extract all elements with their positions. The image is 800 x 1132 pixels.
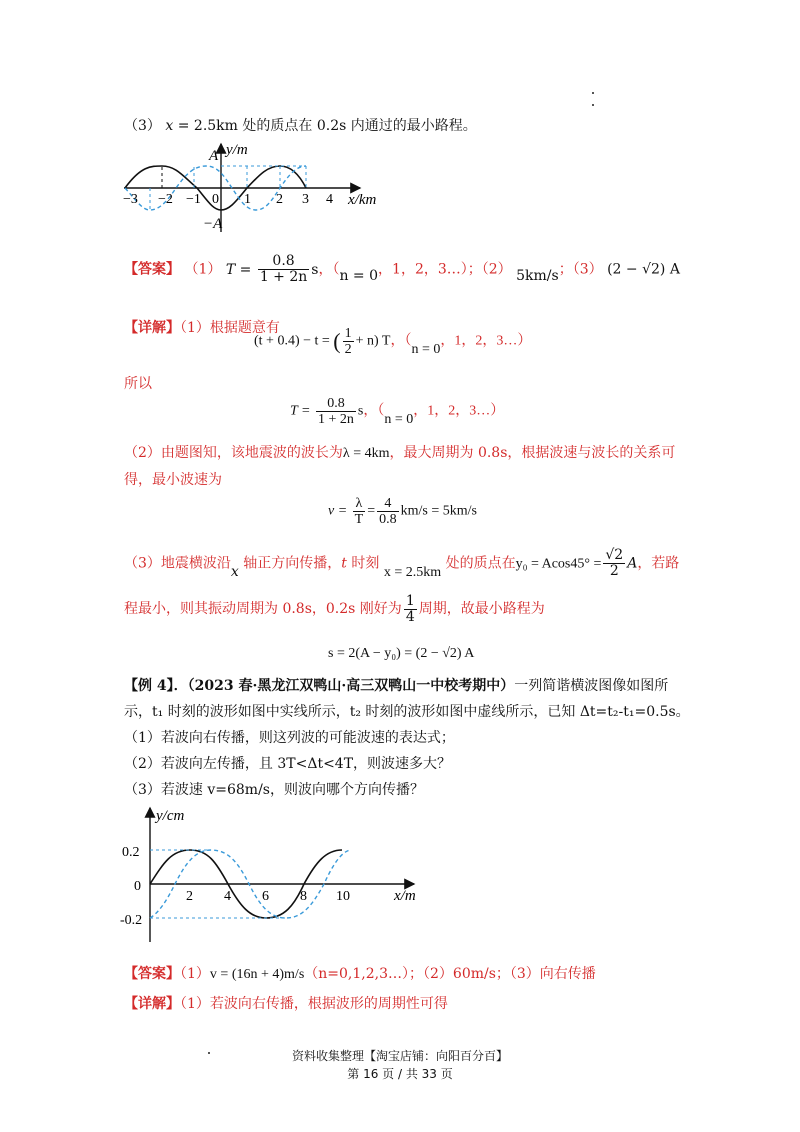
amp-neg-label: −A [203, 216, 223, 232]
question-3-line [124, 116, 477, 136]
x-tick: 8 [300, 889, 307, 904]
eq-part: v = [328, 503, 348, 519]
fraction [316, 396, 356, 427]
equation-3 [328, 496, 477, 527]
n-list: ，1，2，3…） [378, 261, 468, 278]
n-cond: （n=0,1,2,3…） [304, 966, 409, 982]
footer-source: 资料收集整理【淘宝店铺：向阳百分百】 [291, 1049, 508, 1063]
detail-text: ，最大周期为 0.8s，根据波速与波长的关系可 [389, 445, 676, 461]
fraction [377, 496, 399, 527]
example-question-2: （2）若波向左传播，且 3T<Δt<4T，则波速多大？ [124, 756, 452, 772]
var-a: A [627, 555, 638, 572]
detail-text: ，若路 [637, 555, 680, 572]
tick-label: −1 [186, 192, 201, 207]
eq-part: km/s = 5km/s [400, 503, 477, 519]
unit: s [311, 261, 319, 278]
frac-num: 0.8 [316, 396, 356, 412]
x-axis-label: x/km [348, 192, 377, 208]
example-question-1: （1）若波向右传播，则这列波的可能波速的表达式； [124, 730, 455, 746]
answer-part: （1） [180, 966, 210, 982]
x-tick: 2 [186, 889, 193, 904]
y-axis-label: y/cm [156, 808, 185, 824]
detail-text: 得，最小波速为 [124, 472, 222, 488]
answer-part: ；（2） [467, 261, 512, 278]
detail-text: 周期，故最小路程为 [418, 601, 545, 617]
n-list: ，1，2，3…） [440, 333, 532, 349]
frac-den: 2 [344, 342, 352, 357]
n-list: ，1，2，3…） [413, 403, 505, 419]
detail-1-p3b [124, 592, 545, 626]
tick-label: 3 [302, 192, 309, 207]
t-lhs: T = [225, 261, 252, 278]
amp-pos-label: A [209, 148, 219, 164]
unit: s [357, 403, 364, 419]
question-text: 处的质点在 0.2s 内通过的最小路程。 [237, 118, 477, 134]
x-value: = 2.5km [173, 118, 238, 134]
example-text: 示，t₁ 时刻的波形如图中实线所示，t₂ 时刻的波形如图中虚线所示，已知 Δt=t₂-t₁=0.5s。 [124, 704, 690, 720]
answer-part: ；（2）60m/s；（3）向右传播 [409, 966, 596, 982]
detail-text: 处的质点在 [441, 555, 516, 572]
answer-part: ；（3） [558, 261, 603, 278]
x-value: x = 2.5km [383, 564, 442, 580]
corner-dot [592, 92, 594, 94]
answer-2 [124, 964, 596, 985]
fraction [404, 594, 417, 625]
answer-tag: 【答案】 [124, 966, 180, 982]
v-answer: 5km/s [516, 267, 559, 284]
s-answer: (2 − √2) A [607, 261, 680, 278]
frac-num: λ [353, 496, 366, 512]
example-4-header [124, 676, 668, 696]
detail-tag: 【详解】 [124, 320, 180, 336]
fraction [258, 254, 309, 285]
example-label: 【例 4】． [124, 678, 188, 694]
x-tick: 6 [262, 889, 269, 904]
equation-4: s = 2(A − y₀) = (2 − √2) A [328, 646, 475, 661]
fraction [603, 548, 625, 579]
tick-label: 2 [276, 192, 283, 207]
n-eq: n = 0 [339, 267, 379, 284]
var-x: x [165, 118, 174, 134]
tick-label: −3 [123, 192, 138, 207]
answer-1 [124, 254, 680, 285]
equation-1: (t + 0.4) − t = ( $\frac{1}{2}$ + n) T，（n = 0，1，2，3…） [254, 326, 532, 357]
eq-cond: ，（ [390, 333, 412, 349]
n-eq: n = 0 [411, 341, 441, 357]
page-number: 第 16 页 / 共 33 页 [347, 1067, 453, 1081]
frac-den: 4 [405, 608, 415, 625]
y-tick: 0.2 [122, 845, 140, 860]
detail-2 [124, 994, 448, 1014]
x-axis-label: x/m [394, 888, 416, 904]
answer-part: （1） [184, 261, 222, 278]
eq-part: T = [290, 403, 311, 419]
frac-num: 1 [344, 326, 352, 341]
wave-graph-2 [114, 802, 424, 952]
var-t: t [341, 555, 347, 572]
example-question-3: （3）若波速 v=68m/s，则波向哪个方向传播？ [124, 782, 424, 798]
var-x: x [230, 563, 239, 580]
y-tick: 0 [134, 879, 141, 894]
v-expr: v = (16n + 4)m/s [209, 967, 305, 982]
corner-dot [592, 104, 594, 106]
eq-part: (t + 0.4) − t = [254, 333, 330, 349]
tick-label: 0 [212, 192, 219, 207]
example-text: 一列简谐横波图像如图所 [514, 678, 669, 694]
eq-part: = [367, 503, 376, 519]
eq-cond: ，（ [363, 403, 385, 419]
frac-num: √2 [605, 547, 624, 563]
y-axis-label: y/m [226, 142, 248, 158]
frac-num: 1 [405, 592, 415, 609]
example-source: （2023 春·黑龙江双鸭山·高三双鸭山一中校考期中） [187, 678, 515, 694]
n-eq: n = 0 [384, 411, 414, 427]
detail-text: （1）若波向右传播，根据波形的周期性可得 [180, 996, 448, 1012]
frac-den: T [354, 512, 364, 527]
tick-label: −2 [158, 192, 173, 207]
frac-den: 1 + 2n [317, 412, 354, 427]
frac-den: 1 + 2n [259, 269, 308, 285]
tick-label: 4 [326, 192, 333, 207]
cond-open: ，（ [318, 261, 340, 278]
detail-tag: 【详解】 [124, 996, 180, 1012]
equation-2 [290, 396, 504, 427]
detail-text: （1）根据题意有 [180, 320, 280, 336]
x-tick: 4 [224, 889, 231, 904]
detail-text: （3）地震横波沿 [124, 555, 231, 572]
frac-num: 0.8 [258, 254, 309, 270]
detail-text: 时刻 [346, 555, 380, 572]
fraction [353, 496, 366, 527]
frac-den: 2 [609, 563, 619, 579]
frac-den: 0.8 [379, 512, 397, 527]
wave-graph-1 [120, 140, 380, 240]
y0-expr: y₀ = Acos45° = [515, 556, 602, 572]
answer-tag: 【答案】 [124, 261, 180, 278]
detail-text: （2）由题图知，该地震波的波长为 [124, 445, 343, 461]
eq-part: + n) T [355, 333, 391, 349]
detail-1-p2 [124, 443, 675, 464]
lambda-value: λ = 4km [342, 446, 390, 461]
fraction [343, 326, 354, 357]
so-text: 所以 [124, 376, 152, 392]
y-tick: -0.2 [120, 913, 143, 928]
detail-text: 轴正方向传播， [238, 555, 342, 572]
tick-label: 1 [244, 192, 251, 207]
x-tick: 10 [336, 889, 350, 904]
detail-1-p3 [124, 548, 679, 579]
question-number: （3） [124, 118, 161, 134]
detail-text: 程最小，则其振动周期为 0.8s，0.2s 刚好为 [124, 601, 402, 617]
frac-num: 4 [377, 496, 399, 512]
